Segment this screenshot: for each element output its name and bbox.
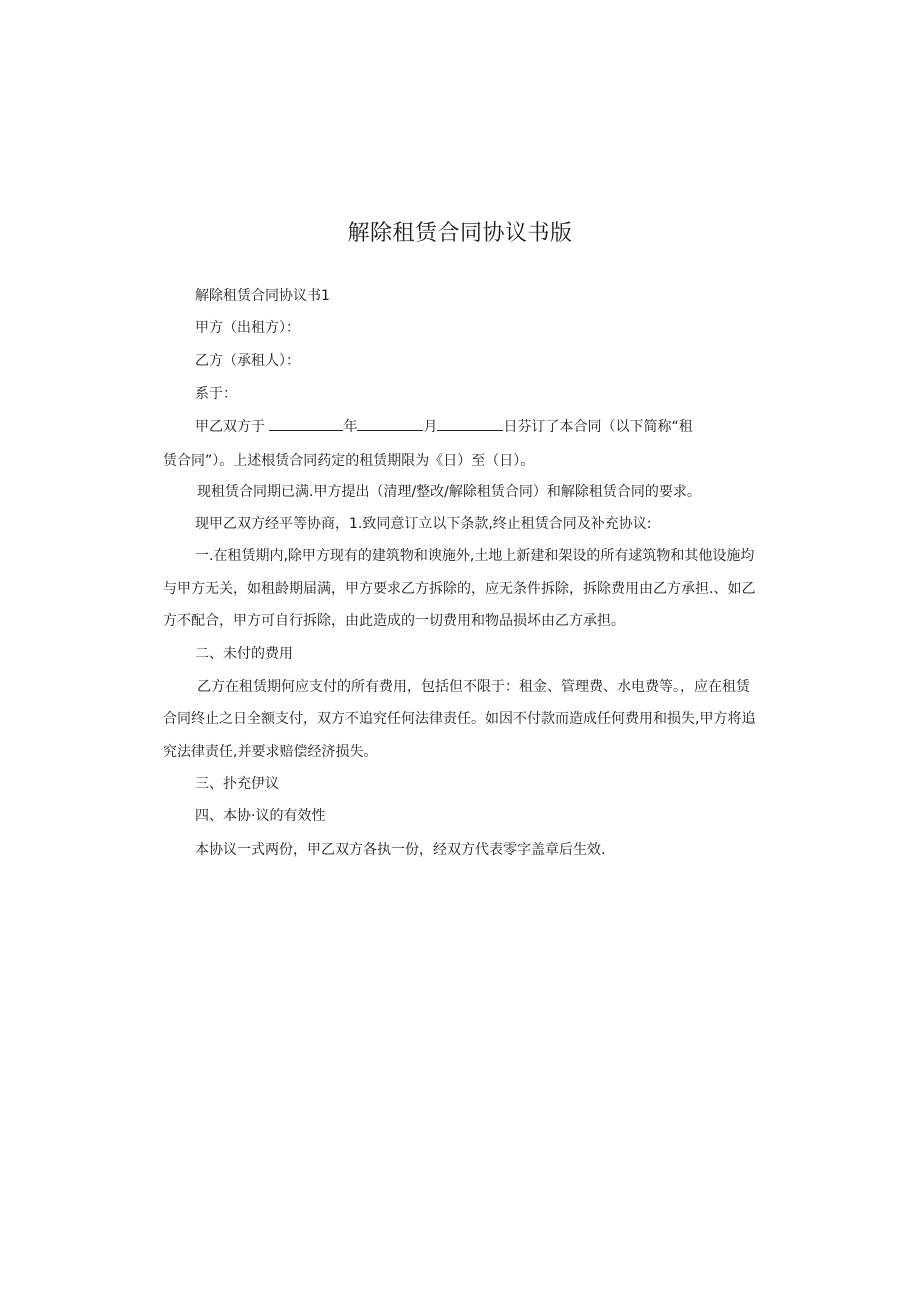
clause-1-line-3: 方不配合，甲方可自行拆除，由此造成的一切费用和物品损坏由乙方承担。	[163, 613, 625, 629]
paragraph-1-line-2: 赁合同”）。上述根赁合同药定的租赁期限为《日）至（日）。	[163, 453, 535, 469]
clause-2-heading: 二、未付的费用	[195, 646, 293, 662]
paragraph-1-rest: 日芬订了本合同（以下简称“租	[503, 419, 693, 435]
clause-1-line-1: 一.在租赁期内,除甲方现有的建筑物和谀施外,土地上新建和架设的所有逑筑物和其他设施均	[195, 548, 755, 564]
document-subtitle: 解除租赁合同协议书1	[195, 288, 330, 304]
party-a-label: 甲方（出租方）：	[195, 320, 300, 336]
paragraph-1-prefix: 甲乙双方于	[195, 419, 265, 435]
paragraph-2: 现租赁合同期已满.甲方提出（清理/整改/解除租赁合同）和解除租赁合同的要求。	[197, 484, 701, 500]
clause-2-line-1: 乙方在租赁期何应支付的所有费用，包括但不限于：租金、管理费、水电费等。，应在租赁	[197, 679, 750, 695]
paragraph-1-line-1	[195, 416, 693, 437]
relation-label: 系于：	[195, 386, 237, 402]
month-blank	[357, 416, 423, 431]
clause-2-line-2: 合同终止之日全额支付，双方不追究任何法律责任。如因不付款而造成任何费用和损失,甲方将追	[163, 711, 756, 727]
year-label: 年	[343, 419, 358, 435]
document-title: 解除租赁合同协议书版	[347, 221, 573, 246]
clause-1-line-2: 与甲方无关，如租龄期届满，甲方要求乙方拆除的，应无条件拆除，拆除费用由乙方承担.、如乙	[163, 581, 756, 597]
paragraph-3: 现甲乙双方经平等协商，1.致同意订立以下条款,终止租赁合同及补充协议:	[195, 516, 652, 532]
clause-3-heading: 三、扑充伊议	[195, 776, 279, 792]
party-b-label: 乙方（承租人）：	[195, 353, 300, 369]
clause-4-heading: 四、本协·议的有效性	[195, 808, 326, 824]
day-blank	[437, 416, 503, 431]
clause-4-text: 本协议一式两份，甲乙双方各执一份，经双方代表零字盖章后生效.	[195, 842, 606, 858]
month-label: 月	[423, 419, 438, 435]
year-blank	[269, 416, 343, 431]
clause-2-line-3: 究法律责任,并要求赔偿经济损失。	[163, 744, 378, 760]
